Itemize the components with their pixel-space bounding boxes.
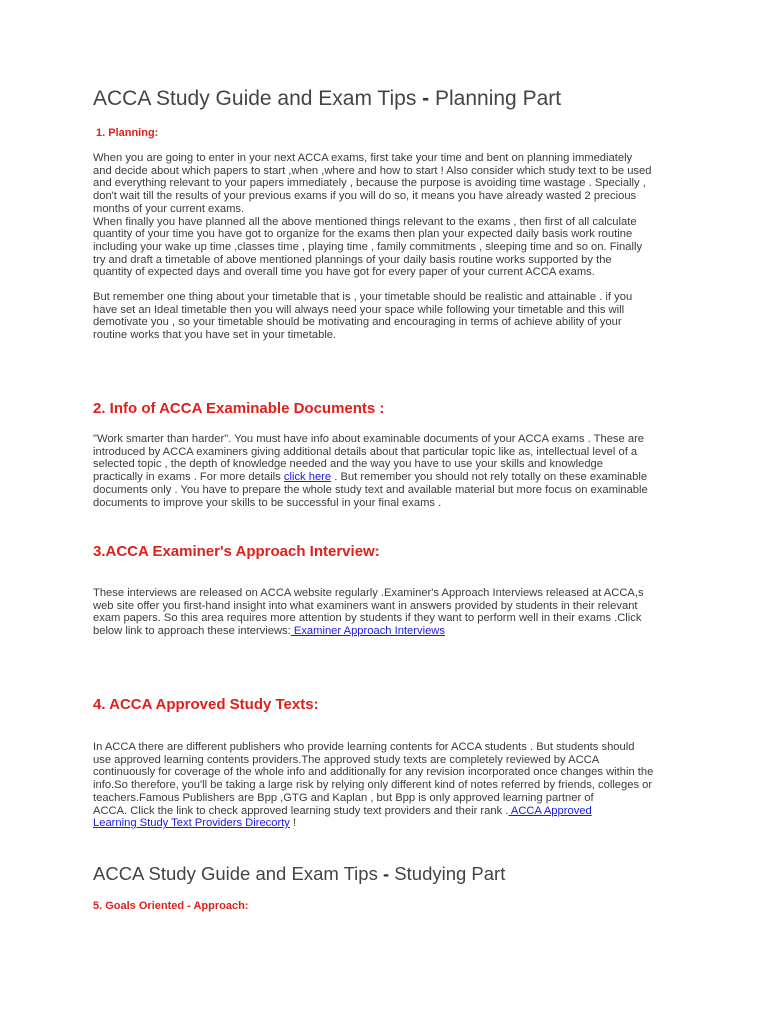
text-line: and everything relevant to your papers immediately , because the purpose is avoiding time wastage . Specially , (93, 177, 646, 190)
section-heading-examinable-documents: 2. Info of ACCA Examinable Documents : (93, 400, 385, 417)
text-line: documents to improve your skills to be successful in your final exams . (93, 496, 442, 509)
text-line: When you are going to enter in your next ACCA exams, first take your time and bent on planning immediately (93, 152, 633, 164)
text-line-with-link (93, 471, 678, 484)
text-line: have set an Ideal timetable then you will always need your space while following your timetable and this will (93, 303, 625, 316)
examiner-approach-interviews-link[interactable]: Examiner Approach Interviews (290, 625, 445, 638)
text-line: In ACCA there are different publishers who provide learning contents for ACCA students . But students should (93, 741, 635, 753)
text-line: quantity of your time you have got to organize for the exams then plan your expected daily basis work routine (93, 228, 633, 241)
text-line: and decide about which papers to start ,when ,where and how to start ! Also consider which study text to be used (93, 164, 652, 177)
text-fragment: ACCA. Click the link to check approved learning study text providers and their rank . (93, 804, 509, 817)
text-line: selected topic , the depth of knowledge needed and the way you have to use your skills and knowledge (93, 458, 603, 471)
title-dash: - (382, 863, 390, 884)
paragraph-planning-2 (93, 291, 678, 342)
title-text-pre: ACCA Study Guide and Exam Tips (93, 87, 423, 110)
text-line-with-link (93, 817, 678, 830)
text-line: info.So therefore, you'll be taking a large risk by relying only different kind of notes referred by friends, colleges or (93, 779, 653, 792)
page-title (93, 87, 561, 111)
paragraph-planning-1 (93, 152, 678, 279)
page-subtitle-studying (93, 863, 505, 885)
text-line: "Work smarter than harder". You must have info about examinable documents of your ACCA exams . These are (93, 433, 645, 445)
section-heading-examiner-approach: 3.ACCA Examiner's Approach Interview: (93, 543, 380, 560)
title-dash: - (422, 87, 430, 110)
text-line: including your wake up time ,classes time , playing time , family commitments , sleeping time and so on. Finally (93, 240, 643, 253)
text-line: months of your current exams. (93, 202, 245, 215)
text-fragment: . But remember you should not rely totally on these examinable (331, 471, 648, 484)
title-text-pre: ACCA Study Guide and Exam Tips (93, 863, 383, 884)
click-here-link[interactable]: click here (283, 471, 332, 484)
text-line: routine works that you have set in your timetable. (93, 329, 337, 342)
text-fragment: below link to approach these interviews: (93, 625, 291, 638)
text-line: These interviews are released on ACCA website regularly .Examiner's Approach Interviews released at ACCA,s (93, 587, 644, 599)
section-heading-planning: 1. Planning: (96, 127, 159, 139)
paragraph-examinable-documents (93, 433, 678, 509)
text-line: quantity of expected days and overall time you have got for every paper of your current ACCA exams. (93, 266, 595, 279)
text-line: When finally you have planned all the above mentioned things relevant to the exams , then first of all calculate (93, 215, 637, 228)
text-line: web site offer you first-hand insight into what examiners want in answers provided by students in their relevant (93, 599, 638, 612)
text-line: use approved learning contents providers.The approved study texts are completely reviewed by ACCA (93, 753, 600, 766)
text-line: But remember one thing about your timetable that is , your timetable should be realistic and attainable . if you (93, 291, 633, 303)
text-fragment: practically in exams . For more details (93, 471, 284, 484)
text-line: try and draft a timetable of above mentioned plannings of your daily basis routine works supported by the (93, 253, 612, 266)
paragraph-examiner-approach (93, 587, 678, 638)
paragraph-approved-study-texts (93, 741, 678, 830)
acca-approved-providers-link[interactable]: ACCA Approved (508, 804, 592, 817)
text-line: teachers.Famous Publishers are Bpp ,GTG and Kaplan , but Bpp is only approved learning partner of (93, 791, 594, 804)
text-line-with-link (93, 625, 678, 638)
text-line: documents only . You have to prepare the whole study text and available material but more focus on examinable (93, 483, 648, 496)
text-line: continuously for coverage of the whole info and additionally for any revision incorporated once changes within the (93, 766, 654, 779)
title-text-post: Studying Part (389, 863, 506, 884)
section-heading-goals-oriented: 5. Goals Oriented - Approach: (93, 900, 249, 912)
section-heading-approved-study-texts: 4. ACCA Approved Study Texts: (93, 696, 319, 713)
text-line: demotivate you , so your timetable should be motivating and encouraging in terms of achieve ability of your (93, 316, 622, 329)
text-line: exam papers. So this area requires more attention by students if they want to perform well in their exams .Click (93, 612, 642, 625)
text-line: introduced by ACCA examiners giving additional details about that particular topic like as, intellectual level of a (93, 445, 638, 458)
text-line: don't wait till the results of your previous exams if you will do so, it means you have already wasted 2 precious (93, 190, 637, 203)
text-fragment: ! (289, 817, 297, 830)
text-line-with-link (93, 805, 678, 818)
acca-approved-providers-link-continued[interactable]: Learning Study Text Providers Direcorty (93, 817, 290, 830)
title-text-post: Planning Part (429, 87, 562, 110)
